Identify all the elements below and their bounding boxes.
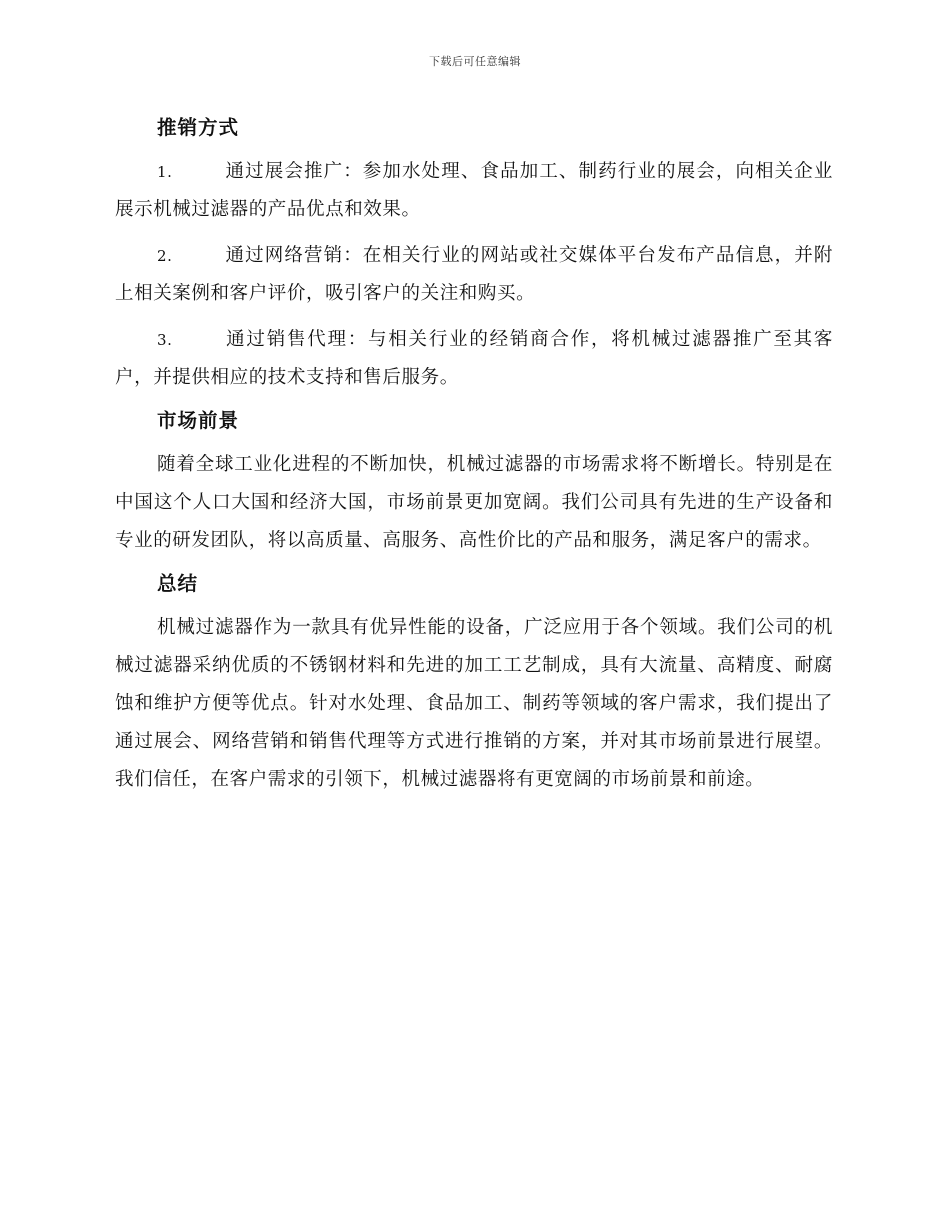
section-market xyxy=(115,405,833,560)
section-heading-market: 市场前景 xyxy=(157,409,240,432)
list-item-text: 通过销售代理：与相关行业的经销商合作，将机械过滤器推广至其客户，并提供相应的技术支持和售后服务。 xyxy=(115,329,833,388)
paragraph-market: 随着全球工业化进程的不断加快，机械过滤器的市场需求将不断增长。特别是在中国这个人口大国和经济大国，市场前景更加宽阔。我们公司具有先进的生产设备和专业的研发团队，将以高质量、高服务、高性价比的产品和服务，满足客户的需求。 xyxy=(115,454,833,551)
section-heading-promotion: 推销方式 xyxy=(157,116,240,139)
document-body xyxy=(115,112,833,807)
list-item xyxy=(115,237,833,313)
list-item-number: 3. xyxy=(157,331,173,349)
list-item-number: 1. xyxy=(157,163,173,181)
list-item-number: 2. xyxy=(157,247,173,265)
section-summary xyxy=(115,568,833,799)
page-header: 下载后可任意编辑 xyxy=(429,55,521,68)
paragraph-summary: 机械过滤器作为一款具有优异性能的设备，广泛应用于各个领域。我们公司的机械过滤器采纳优质的不锈钢材料和先进的加工工艺制成，具有大流量、高精度、耐腐蚀和维护方便等优点。针对水处理、食品加工、制药等领域的客户需求，我们提出了通过展会、网络营销和销售代理等方式进行推销的方案，并对其市场前景进行展望。我们信任，在客户需求的引领下，机械过滤器将有更宽阔的市场前景和前途。 xyxy=(115,617,833,790)
list-item-text: 通过网络营销：在相关行业的网站或社交媒体平台发布产品信息，并附上相关案例和客户评价，吸引客户的关注和购买。 xyxy=(115,245,833,304)
section-heading-summary: 总结 xyxy=(157,572,199,595)
list-item xyxy=(115,153,833,229)
list-item-text: 通过展会推广：参加水处理、食品加工、制药行业的展会，向相关企业展示机械过滤器的产品优点和效果。 xyxy=(115,161,833,220)
list-item xyxy=(115,321,833,397)
section-promotion xyxy=(115,112,833,397)
